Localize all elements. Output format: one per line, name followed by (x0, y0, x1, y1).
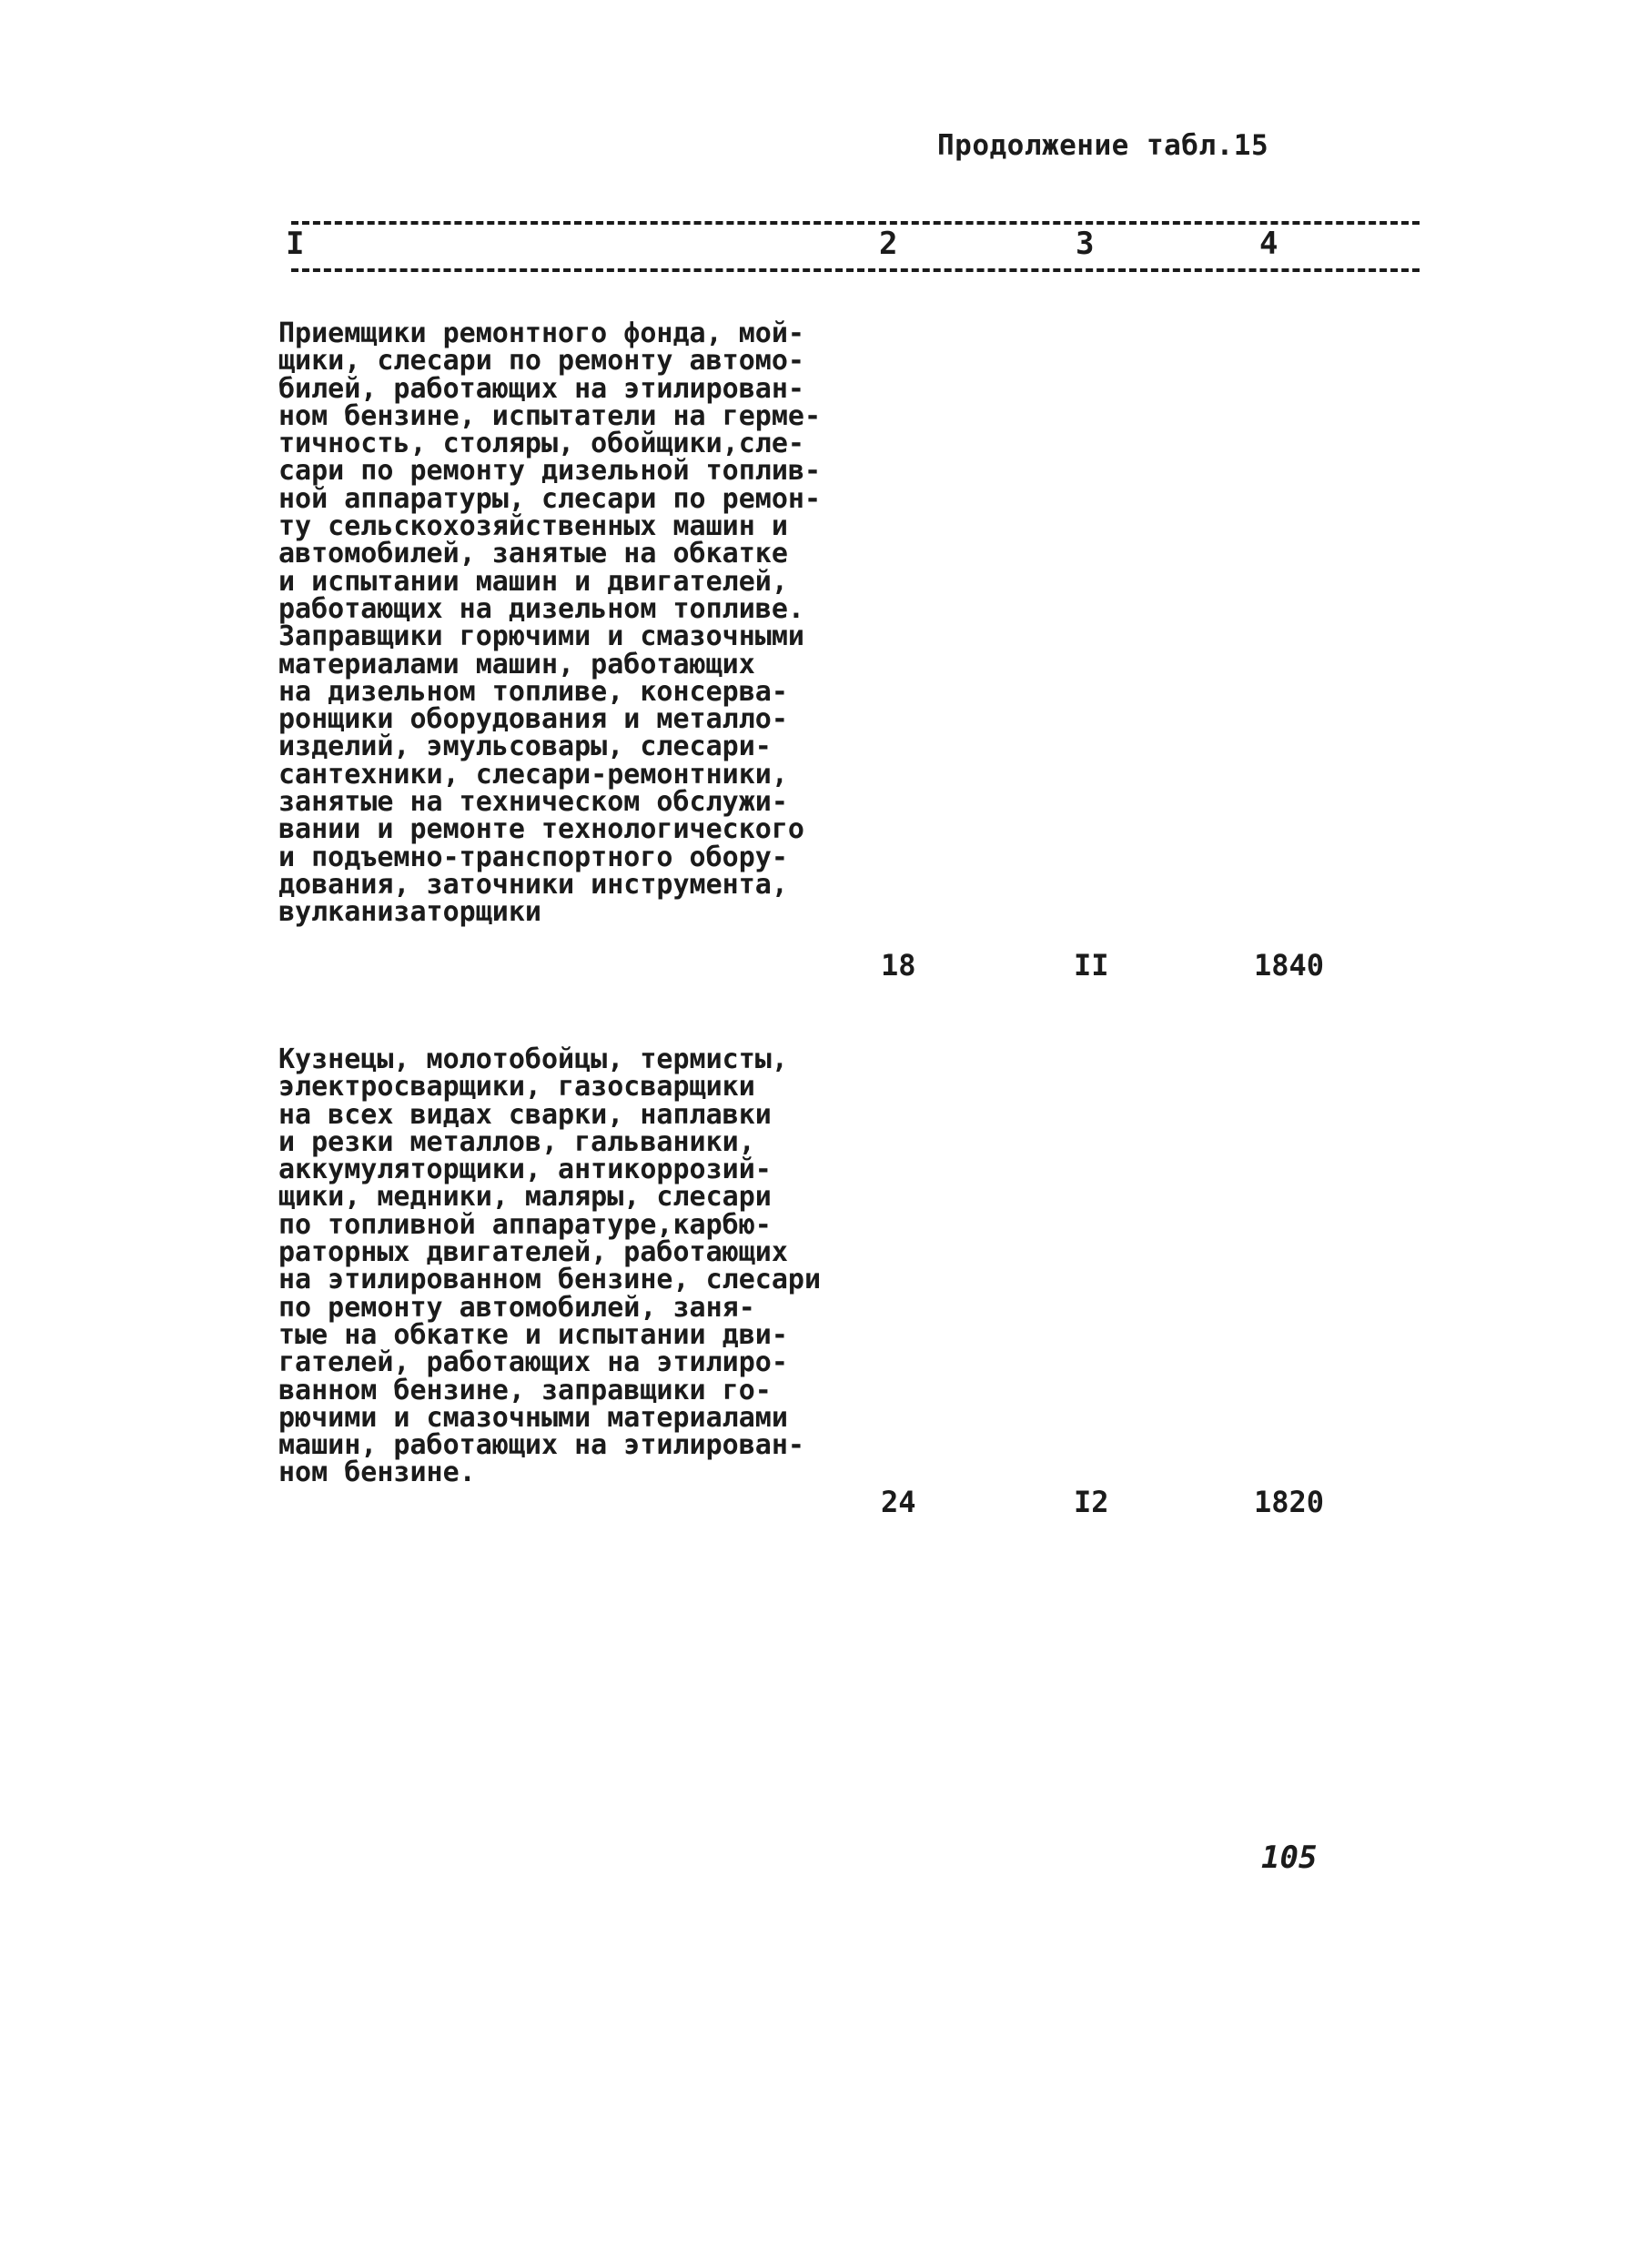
row-value-col3: II (1074, 948, 1109, 983)
column-header-3: 3 (1072, 226, 1097, 262)
header-top-rule (291, 221, 1420, 225)
row-description: Кузнецы, молотобойцы, термисты, электросварщики, газосварщики на всех видах сварки, наплавки и резки металлов, гальваники, аккумуляторщики, антикоррозий- щики, медники, маляры, слесари по топливной аппаратуре,карбю- раторных двигателей, работающих на этилированном бензине, слесари по ремонту автомобилей, заня- тые на обкатке и испытании дви- гателей, работающих на этилиро- ванном бензине, заправщики го- рючими и смазочными материалами машин, работающих на этилирован- ном бензине. (278, 1043, 822, 1489)
header-bottom-rule (291, 268, 1420, 272)
column-header-2: 2 (875, 226, 901, 262)
row-description: Приемщики ремонтного фонда, мой- щики, слесари по ремонту автомо- билей, работающих на этилирован- ном бензине, испытатели на герме- тичность, столяры, обойщики,сле- сари по ремонту дизельной топлив- ной аппаратуры, слесари по ремон- ту сельскохозяйственных машин и автомобилей, занятые на обкатке и испытании машин и двигателей, работающих на дизельном топливе. Заправщики горючими и смазочными материалами машин, работающих на дизельном топливе, консерва- ронщики оборудования и металло- изделий, эмульсовары, слесари- сантехники, слесари-ремонтники, занятые на техническом обслужи- вании и ремонте технологического и подъемно-транспортного обору- дования, заточники инструмента, вулканизаторщики (278, 318, 822, 929)
row-value-col2: 24 (881, 1485, 916, 1519)
row-value-col4: 1820 (1254, 1485, 1325, 1519)
row-value-col3: I2 (1074, 1485, 1109, 1519)
column-header-1: I (282, 226, 308, 262)
table-caption: Продолжение табл.15 (937, 129, 1269, 162)
column-header-4: 4 (1256, 226, 1281, 262)
page-number: 105 (1261, 1840, 1318, 1876)
row-value-col4: 1840 (1254, 948, 1325, 983)
row-value-col2: 18 (881, 948, 916, 983)
